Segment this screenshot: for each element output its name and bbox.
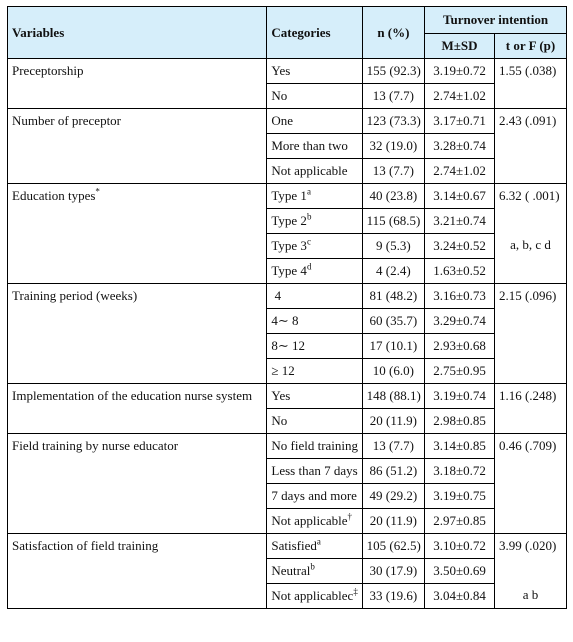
n-percent-cell: 13 (7.7) [362, 434, 424, 459]
category-label: No [271, 88, 288, 103]
post-hoc-cell: a b [494, 584, 566, 609]
n-percent-cell: 33 (19.6) [362, 584, 424, 609]
table-body [8, 59, 567, 609]
variable-label: Implementation of the education nurse system [12, 388, 253, 403]
category-label: More than two [271, 138, 348, 153]
variable-label: Number of preceptor [12, 113, 122, 128]
n-percent-cell: 17 (10.1) [362, 334, 424, 359]
header-turnover-intention: Turnover intention [425, 7, 567, 34]
category-cell [267, 59, 362, 84]
category-cell [267, 109, 362, 134]
mean-sd-cell: 3.24±0.52 [425, 234, 495, 259]
variable-cell [8, 534, 267, 609]
category-cell [267, 234, 362, 259]
category-footnote-mark: a [316, 536, 321, 547]
mean-sd-cell: 1.63±0.52 [425, 259, 495, 284]
test-statistic-cell: 6.32 ( .001) [494, 184, 566, 234]
category-cell [267, 459, 362, 484]
mean-sd-cell: 3.18±0.72 [425, 459, 495, 484]
mean-sd-cell: 3.21±0.74 [425, 209, 495, 234]
test-statistic-cell: 0.46 (.709) [494, 434, 566, 534]
variable-cell [8, 109, 267, 184]
test-statistic-cell: 3.99 (.020) [494, 534, 566, 584]
category-label: Type 1 [271, 188, 307, 203]
category-cell [267, 584, 362, 609]
n-percent-cell: 60 (35.7) [362, 309, 424, 334]
mean-sd-cell: 2.74±1.02 [425, 84, 495, 109]
n-percent-cell: 105 (62.5) [362, 534, 424, 559]
test-statistic-cell: 2.43 (.091) [494, 109, 566, 184]
category-footnote-mark: a [306, 186, 311, 197]
test-statistic-cell: 2.15 (.096) [494, 284, 566, 384]
n-percent-cell: 155 (92.3) [362, 59, 424, 84]
variable-label: Training period (weeks) [12, 288, 138, 303]
turnover-intention-table [7, 6, 567, 609]
table-row [8, 109, 567, 134]
n-percent-cell: 49 (29.2) [362, 484, 424, 509]
category-label: 7 days and more [271, 488, 357, 503]
category-cell [267, 434, 362, 459]
test-statistic-cell: 1.55 (.038) [494, 59, 566, 109]
variable-label: Satisfaction of field training [12, 538, 159, 553]
category-cell [267, 259, 362, 284]
n-percent-cell: 4 (2.4) [362, 259, 424, 284]
variable-label: Field training by nurse educator [12, 438, 179, 453]
mean-sd-cell: 2.98±0.85 [425, 409, 495, 434]
category-label: Neutral [271, 563, 311, 578]
table-row [8, 534, 567, 559]
test-statistic-cell: 1.16 (.248) [494, 384, 566, 434]
category-label: ≥ 12 [271, 363, 295, 378]
category-label: Type 4 [271, 263, 307, 278]
category-label: Type 3 [271, 238, 307, 253]
n-percent-cell: 13 (7.7) [362, 159, 424, 184]
category-cell [267, 84, 362, 109]
category-footnote-mark: c [306, 236, 311, 247]
category-label: No [271, 413, 288, 428]
mean-sd-cell: 3.19±0.72 [425, 59, 495, 84]
category-label: Yes [271, 388, 291, 403]
category-label: Not applicable [271, 513, 348, 528]
n-percent-cell: 40 (23.8) [362, 184, 424, 209]
category-footnote-mark: d [306, 261, 312, 272]
category-cell [267, 409, 362, 434]
category-footnote-mark: † [347, 511, 353, 522]
header-t-or-f: t or F (p) [494, 34, 566, 59]
category-label: 4 [271, 288, 282, 303]
n-percent-cell: 148 (88.1) [362, 384, 424, 409]
n-percent-cell: 115 (68.5) [362, 209, 424, 234]
category-label: Less than 7 days [271, 463, 358, 478]
table-row [8, 184, 567, 209]
category-cell [267, 509, 362, 534]
category-cell [267, 359, 362, 384]
category-label: No field training [271, 438, 359, 453]
category-cell [267, 384, 362, 409]
n-percent-cell: 20 (11.9) [362, 409, 424, 434]
n-percent-cell: 81 (48.2) [362, 284, 424, 309]
mean-sd-cell: 2.75±0.95 [425, 359, 495, 384]
mean-sd-cell: 3.10±0.72 [425, 534, 495, 559]
mean-sd-cell: 2.93±0.68 [425, 334, 495, 359]
table-row [8, 434, 567, 459]
header-categories: Categories [267, 7, 362, 59]
n-percent-cell: 86 (51.2) [362, 459, 424, 484]
variable-label: Education types [12, 188, 96, 203]
category-cell [267, 134, 362, 159]
variable-cell [8, 434, 267, 534]
header-mean-sd: M±SD [425, 34, 495, 59]
n-percent-cell: 10 (6.0) [362, 359, 424, 384]
category-cell [267, 559, 362, 584]
category-cell [267, 184, 362, 209]
category-cell [267, 534, 362, 559]
n-percent-cell: 30 (17.9) [362, 559, 424, 584]
category-footnote-mark: b [310, 561, 315, 572]
category-cell [267, 309, 362, 334]
mean-sd-cell: 2.74±1.02 [425, 159, 495, 184]
mean-sd-cell: 3.16±0.73 [425, 284, 495, 309]
category-label: 8∼ 12 [271, 338, 306, 353]
category-cell [267, 484, 362, 509]
category-label: 4∼ 8 [271, 313, 299, 328]
category-cell [267, 284, 362, 309]
mean-sd-cell: 2.97±0.85 [425, 509, 495, 534]
n-percent-cell: 9 (5.3) [362, 234, 424, 259]
table-row [8, 59, 567, 84]
mean-sd-cell: 3.50±0.69 [425, 559, 495, 584]
n-percent-cell: 20 (11.9) [362, 509, 424, 534]
category-label: Type 2 [271, 213, 307, 228]
category-footnote-mark: ‡ [353, 586, 358, 597]
mean-sd-cell: 3.19±0.74 [425, 384, 495, 409]
category-label: Not applicable [271, 163, 348, 178]
category-label: One [271, 113, 294, 128]
variable-cell [8, 384, 267, 434]
table-row [8, 384, 567, 409]
n-percent-cell: 13 (7.7) [362, 84, 424, 109]
variable-label: Preceptorship [12, 63, 84, 78]
mean-sd-cell: 3.17±0.71 [425, 109, 495, 134]
category-cell [267, 209, 362, 234]
category-cell [267, 334, 362, 359]
mean-sd-cell: 3.29±0.74 [425, 309, 495, 334]
header-n-percent: n (%) [362, 7, 424, 59]
mean-sd-cell: 3.14±0.67 [425, 184, 495, 209]
variable-cell [8, 184, 267, 284]
category-label: Satisfied [271, 538, 317, 553]
post-hoc-cell: a, b, c d [494, 234, 566, 284]
variable-footnote-mark: * [95, 186, 100, 197]
category-footnote-mark: b [306, 211, 312, 222]
category-cell [267, 159, 362, 184]
header-variables: Variables [8, 7, 267, 59]
mean-sd-cell: 3.14±0.85 [425, 434, 495, 459]
variable-cell [8, 284, 267, 384]
n-percent-cell: 123 (73.3) [362, 109, 424, 134]
category-label: Not applicablec [271, 588, 354, 603]
n-percent-cell: 32 (19.0) [362, 134, 424, 159]
mean-sd-cell: 3.28±0.74 [425, 134, 495, 159]
category-label: Yes [271, 63, 291, 78]
mean-sd-cell: 3.19±0.75 [425, 484, 495, 509]
mean-sd-cell: 3.04±0.84 [425, 584, 495, 609]
variable-cell [8, 59, 267, 109]
table-row [8, 284, 567, 309]
